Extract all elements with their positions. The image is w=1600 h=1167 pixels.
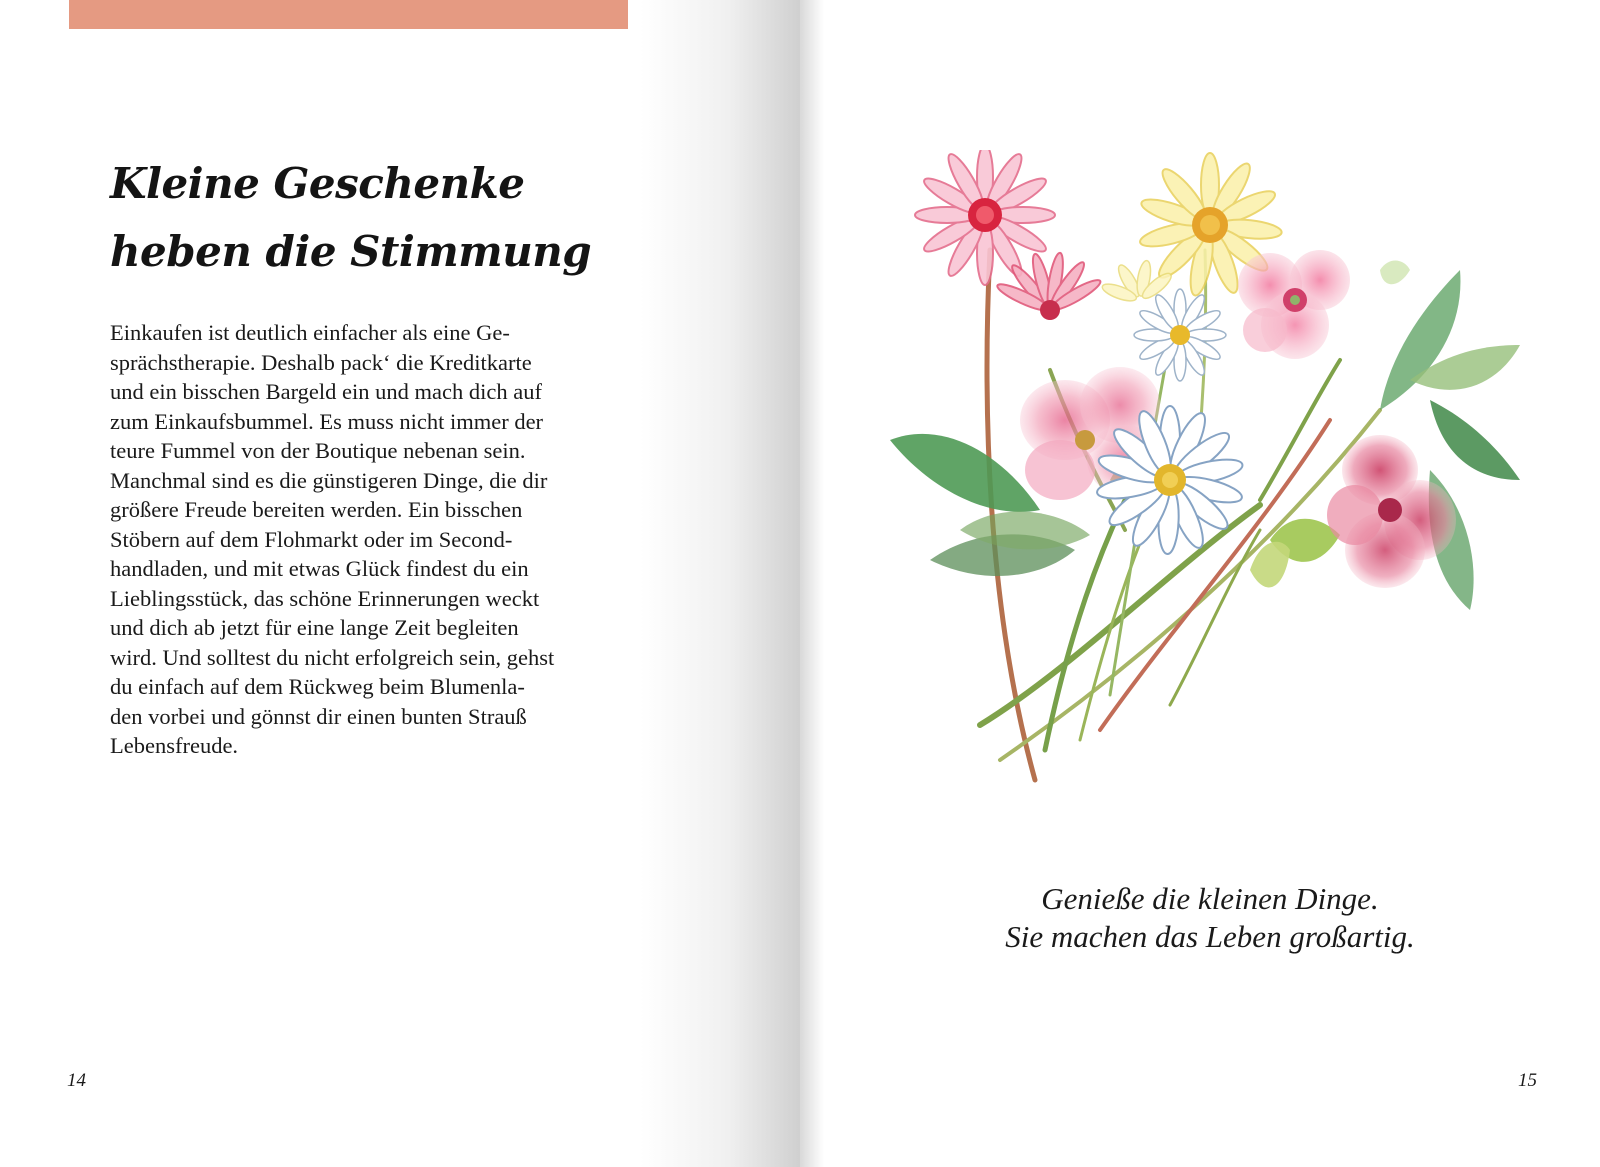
body-line: zum Einkaufsbummel. Es muss nicht immer der bbox=[110, 408, 544, 434]
body-line: Manchmal sind es die günstigeren Dinge, die dir bbox=[110, 467, 548, 493]
body-line: wird. Und solltest du nicht erfolgreich sein, gehst bbox=[110, 644, 555, 670]
headline-line: Kleine Geschenke bbox=[110, 159, 525, 208]
page-number-left: 14 bbox=[67, 1070, 86, 1091]
body-line: du einfach auf dem Rückweg beim Blumenla- bbox=[110, 674, 525, 699]
hellebore-flower bbox=[1327, 435, 1456, 588]
body-line: Lebensfreude. bbox=[110, 733, 239, 758]
page-headline bbox=[110, 150, 590, 286]
accent-band bbox=[69, 0, 628, 29]
body-line: und dich ab jetzt für eine lange Zeit begleiten bbox=[110, 615, 519, 640]
gutter-shadow bbox=[640, 0, 800, 1167]
gutter-shadow bbox=[800, 0, 824, 1167]
quote-line: Sie machen das Leben großartig. bbox=[1005, 919, 1415, 954]
small-white-daisy-flower bbox=[1134, 289, 1226, 381]
body-line: Lieblingsstück, das schöne Erinnerungen weckt bbox=[110, 585, 540, 611]
body-line: den vorbei und gönnst dir einen bunten Strauß bbox=[110, 703, 527, 729]
body-line: Stöbern auf dem Flohmarkt oder im Second- bbox=[110, 526, 513, 552]
pink-rose-flower bbox=[1238, 250, 1350, 359]
body-line: handladen, und mit etwas Glück findest du ein bbox=[110, 556, 529, 581]
body-line: teure Fummel von der Boutique nebenan sein. bbox=[110, 438, 526, 463]
body-paragraph bbox=[110, 318, 620, 761]
right-page bbox=[800, 0, 1600, 1167]
headline-line: heben die Stimmung bbox=[110, 227, 592, 276]
page-number-right: 15 bbox=[1518, 1070, 1537, 1091]
body-line: sprächstherapie. Deshalb pack‘ die Kreditkarte bbox=[110, 349, 532, 375]
quote-line: Genieße die kleinen Dinge. bbox=[1041, 881, 1379, 916]
body-line: größere Freude bereiten werden. Ein bisschen bbox=[110, 497, 523, 522]
flower-bouquet-illustration bbox=[870, 150, 1530, 800]
body-line: Einkaufen ist deutlich einfacher als eine Ge- bbox=[110, 320, 510, 345]
body-line: und ein bisschen Bargeld ein und mach dich auf bbox=[110, 379, 542, 404]
quote-text bbox=[900, 880, 1520, 956]
